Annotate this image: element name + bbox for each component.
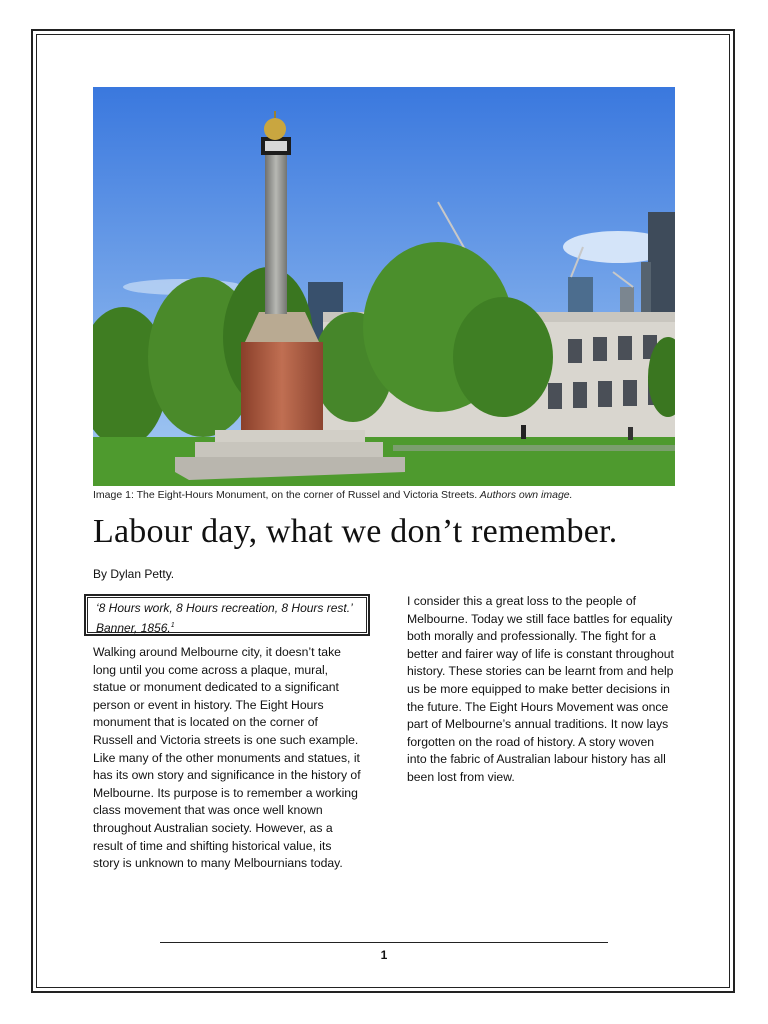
page-number: 1 [380,948,388,962]
byline: By Dylan Petty. [93,567,175,581]
image-caption [93,489,675,501]
footer-rule [160,942,608,943]
article-title: Labour day, what we don’t remember. [93,513,618,550]
left-column [93,644,361,873]
right-column [407,593,675,787]
paragraph: I consider this a great loss to the people of Melbourne. Today we still face battles for equality both morally and professionally. The fight for a better and fairer way of life is constant throughout history. These stories can be learnt from and help us be more equipped to make better decisions in the future. The Eight Hours Movement was once part of Melbourne’s annual traditions. It now lays forgotten on the road of history. A story woven into the fabric of Australian labour history has all been lost from view. [407,594,674,784]
monument-step [215,430,365,442]
pull-quote [87,597,367,633]
monument-photo [93,87,675,486]
monument-globe [264,118,286,140]
pull-quote-text: ‘8 Hours work, 8 Hours recreation, 8 Hours rest.’ Banner, 1856. [96,601,353,635]
caption-credit: Authors own image. [477,489,573,501]
path [393,445,675,451]
pedestrian [521,425,526,439]
monument-column [265,152,287,314]
pull-quote-box [84,594,370,636]
monument-step [195,442,383,457]
pedestrian [628,427,633,440]
monument-base [241,342,323,430]
footnote-marker: 1 [170,622,175,629]
caption-text: Image 1: The Eight-Hours Monument, on the corner of Russel and Victoria Streets. [93,489,478,501]
paragraph: Walking around Melbourne city, it doesn’t take long until you come across a plaque, mural, statue or monument dedicated to a significant person or event in history. The Eight Hours monument that is located on the corner of Russell and Victoria streets is one such example. Like many of the other monuments and statues, it has its own story and significance in the history of Melbourne. Its purpose is to remember a working class movement that was once well known throughout Australian society. However, as a result of time and shifting historical value, its story is unknown to many Melbournians today. [93,645,361,871]
